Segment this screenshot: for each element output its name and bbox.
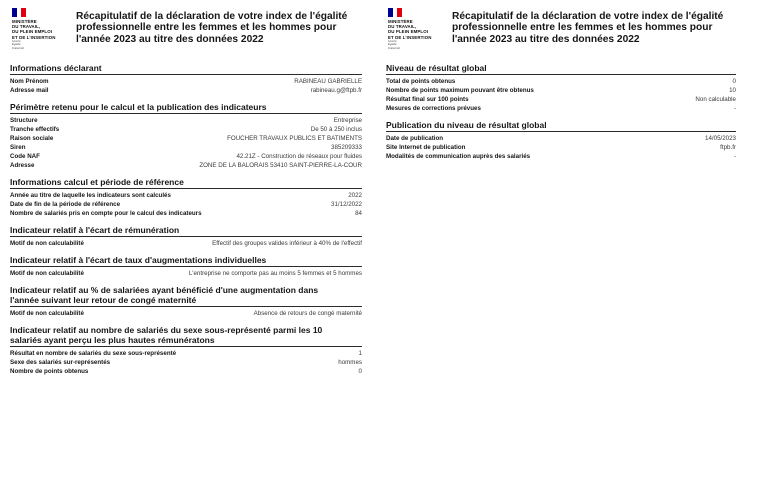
field-value: 0	[732, 78, 736, 85]
ministry-line: DU TRAVAIL,	[388, 24, 417, 30]
field-row	[10, 143, 362, 152]
field-label: Tranche effectifs	[10, 126, 60, 133]
field-label: Sexe des salariés sur-représentés	[10, 359, 111, 366]
ministry-line: DU PLEIN EMPLOI	[388, 29, 429, 35]
field-row	[10, 77, 362, 86]
field-row	[386, 152, 736, 161]
section-title	[386, 63, 736, 75]
page-header	[386, 0, 736, 56]
field-value: 1	[358, 350, 362, 357]
section-title-line: Informations calcul et période de référence	[10, 177, 184, 187]
ministry-line: ET DE L'INSERTION	[12, 34, 56, 40]
flag-red-stripe	[397, 8, 402, 17]
section-title-line: Niveau de résultat global	[386, 63, 487, 73]
info-section	[386, 63, 736, 113]
document-title-line: Récapitulatif de la déclaration de votre index de l'égalité	[76, 11, 348, 22]
republique-francaise-logo	[388, 8, 448, 50]
document-title-line: l'année 2023 au titre des données 2022	[76, 33, 264, 45]
field-row	[386, 95, 736, 104]
info-section	[10, 177, 362, 218]
ministry-line: MINISTÈRE	[388, 19, 413, 24]
field-label: Code NAF	[10, 153, 40, 160]
motto-line: Liberté	[12, 38, 21, 43]
field-value: ZONE DE LA BALORAIS 53410 SAINT-PIERRE-LA-COUR	[199, 162, 362, 169]
section-title	[10, 285, 362, 307]
field-row	[10, 239, 362, 248]
field-value: L'entreprise ne comporte pas au moins 5 femmes et 5 hommes	[188, 270, 362, 277]
field-value: 14/05/2023	[705, 135, 736, 142]
ministry-line: ET DE L'INSERTION	[388, 34, 432, 40]
field-value: De 50 à 250 inclus	[310, 126, 362, 133]
field-value: 385209333	[331, 144, 362, 151]
field-row	[10, 161, 362, 170]
field-value: Non calculable	[695, 96, 736, 103]
field-value: ftpb.fr	[720, 144, 736, 151]
recap-page-right	[386, 0, 736, 161]
field-value: 84	[355, 210, 362, 217]
document-title-line: Récapitulatif de la déclaration de votre index de l'égalité	[452, 11, 724, 22]
right-sections	[386, 63, 736, 161]
document-title-line: l'année 2023 au titre des données 2022	[452, 33, 640, 45]
field-row	[386, 134, 736, 143]
motto-line: Fraternité	[388, 45, 400, 50]
field-row	[10, 269, 362, 278]
section-title	[10, 255, 362, 267]
field-row	[10, 200, 362, 209]
french-flag-icon	[388, 8, 402, 17]
field-value: 2022	[348, 192, 362, 199]
section-title-line: Publication du niveau de résultat global	[386, 120, 547, 130]
left-sections	[10, 63, 362, 376]
field-row	[10, 86, 362, 95]
document-title-line: professionnelle entre les femmes et les hommes pour	[76, 22, 337, 34]
info-section	[10, 325, 362, 376]
field-value: 0	[358, 368, 362, 375]
field-value: FOUCHER TRAVAUX PUBLICS ET BATIMENTS	[227, 135, 362, 142]
field-value: rabineau.g@ftpb.fr	[310, 87, 362, 94]
field-row	[10, 116, 362, 125]
info-section	[10, 255, 362, 278]
field-value: 42.21Z - Construction de réseaux pour fluides	[236, 153, 362, 160]
section-title	[10, 225, 362, 237]
field-row	[10, 349, 362, 358]
flag-red-stripe	[21, 8, 26, 17]
field-row	[10, 191, 362, 200]
field-label: Total de points obtenus	[386, 78, 456, 85]
field-label: Nombre de salariés pris en compte pour le calcul des indicateurs	[10, 210, 202, 217]
info-section	[10, 225, 362, 248]
section-title	[10, 177, 362, 189]
field-row	[10, 152, 362, 161]
section-title-line: Indicateur relatif à l'écart de taux d'augmentations individuelles	[10, 255, 267, 265]
section-title	[10, 102, 362, 114]
republique-francaise-logo	[12, 8, 72, 50]
ministry-line: DU PLEIN EMPLOI	[12, 29, 53, 35]
section-title-line: Informations déclarant	[10, 63, 102, 73]
field-row	[10, 125, 362, 134]
section-title	[10, 325, 362, 347]
info-section	[10, 285, 362, 318]
page-header	[10, 0, 362, 56]
field-label: Nombre de points obtenus	[10, 368, 89, 375]
document-title	[452, 11, 723, 45]
section-title	[386, 120, 736, 132]
recap-page-left	[10, 0, 362, 376]
field-label: Résultat en nombre de salariés du sexe sous-représenté	[10, 350, 177, 357]
section-title-line: Indicateur relatif à l'écart de rémunération	[10, 225, 180, 235]
info-section	[10, 63, 362, 95]
field-label: Année au titre de laquelle les indicateurs sont calculés	[10, 192, 171, 199]
field-row	[10, 309, 362, 318]
field-value: RABINEAU GABRIELLE	[294, 78, 362, 85]
field-label: Mesures de corrections prévues	[386, 105, 481, 112]
field-value: 31/12/2022	[331, 201, 362, 208]
motto-line: Égalité	[388, 42, 397, 47]
field-row	[10, 367, 362, 376]
field-label: Siren	[10, 144, 26, 151]
field-value: Entreprise	[333, 117, 362, 124]
info-section	[386, 120, 736, 161]
motto-line: Égalité	[12, 42, 21, 47]
field-label: Motif de non calculabilité	[10, 240, 84, 247]
field-label: Adresse	[10, 162, 35, 169]
field-row	[386, 104, 736, 113]
field-label: Nombre de points maximum pouvant être obtenus	[386, 87, 534, 94]
field-label: Date de fin de la période de référence	[10, 201, 121, 208]
section-title-line: Indicateur relatif au % de salariées ayant bénéficié d'une augmentation dans	[10, 285, 319, 295]
document-title-line: professionnelle entre les femmes et les hommes pour	[452, 22, 713, 34]
field-label: Date de publication	[386, 135, 444, 142]
field-value: -	[733, 153, 736, 160]
info-section	[10, 102, 362, 170]
field-label: Nom Prénom	[10, 78, 49, 85]
field-value: hommes	[338, 359, 362, 366]
field-value: 10	[729, 87, 736, 94]
french-flag-icon	[12, 8, 26, 17]
field-row	[386, 86, 736, 95]
motto-line: Liberté	[388, 38, 397, 43]
field-row	[10, 134, 362, 143]
field-row	[10, 209, 362, 218]
field-value: Absence de retours de congé maternité	[253, 310, 362, 317]
field-label: Résultat final sur 100 points	[386, 96, 469, 103]
section-title-line: Périmètre retenu pour le calcul et la publication des indicateurs	[10, 102, 267, 112]
ministry-line: MINISTÈRE	[12, 19, 37, 24]
field-value: -	[733, 105, 736, 112]
section-title-line: l'année suivant leur retour de congé maternité	[10, 295, 197, 305]
field-label: Structure	[10, 117, 38, 124]
document-title	[76, 11, 347, 45]
field-row	[386, 77, 736, 86]
section-title	[10, 63, 362, 75]
field-row	[386, 143, 736, 152]
field-label: Motif de non calculabilité	[10, 310, 84, 317]
ministry-line: DU TRAVAIL,	[12, 24, 41, 30]
field-label: Modalités de communication auprès des salariés	[386, 153, 531, 160]
section-title-line: salariés ayant perçu les plus hautes rémunératons	[10, 335, 215, 345]
field-row	[10, 358, 362, 367]
motto-line: Fraternité	[12, 45, 24, 50]
section-title-line: Indicateur relatif au nombre de salariés du sexe sous-représenté parmi les 10	[10, 325, 323, 335]
field-label: Site Internet de publication	[386, 144, 466, 151]
field-value: Effectif des groupes valides inférieur à 40% de l'effectif	[212, 240, 362, 247]
field-label: Adresse mail	[10, 87, 49, 94]
field-label: Motif de non calculabilité	[10, 270, 84, 277]
field-label: Raison sociale	[10, 135, 54, 142]
